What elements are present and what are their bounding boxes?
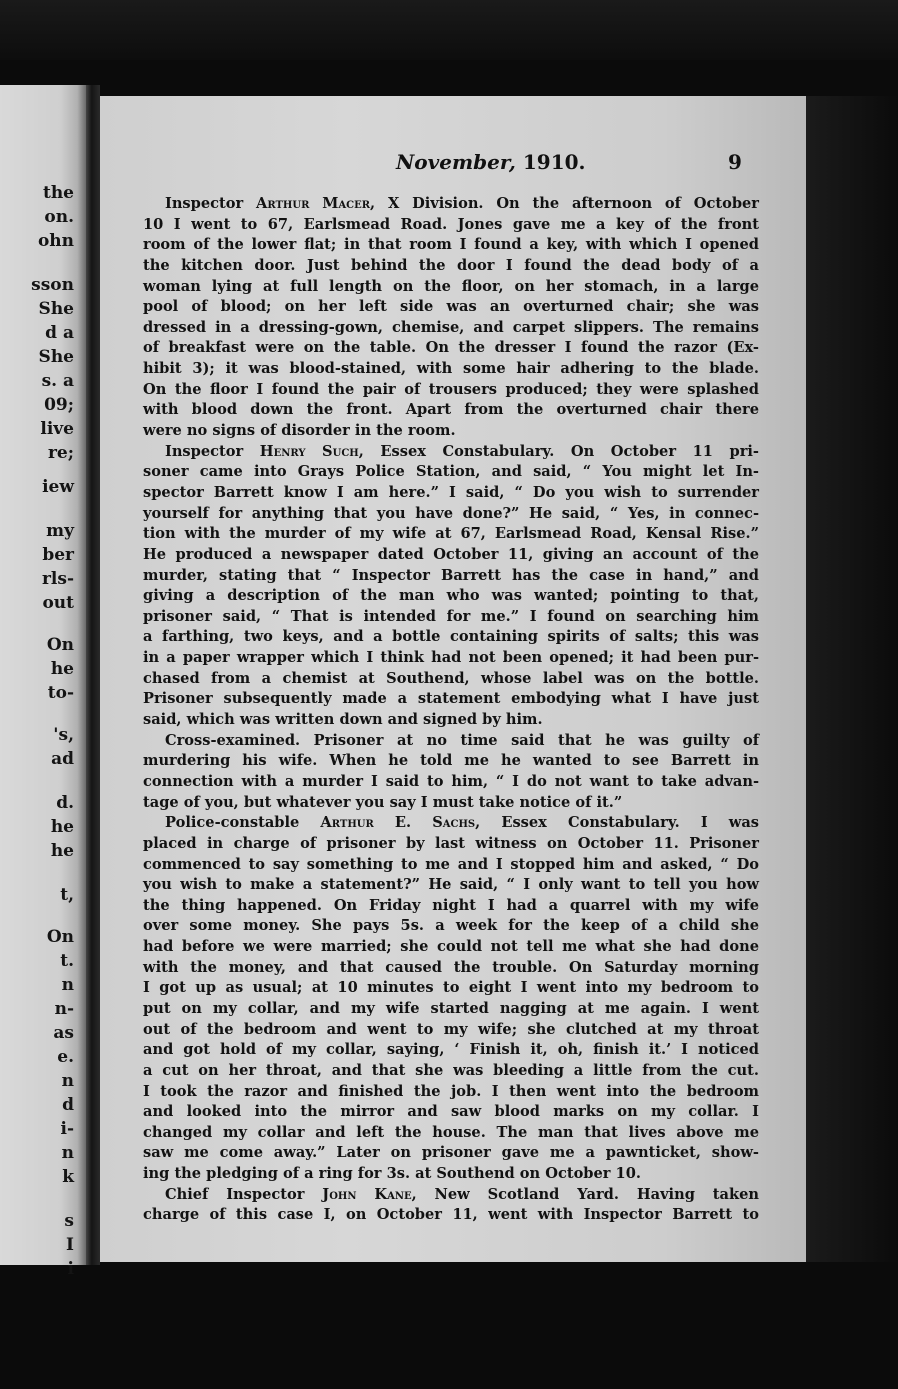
page-number: 9 (728, 150, 742, 174)
text-line: murdering his wife. When he told me he wanted to see Barrett in (143, 752, 759, 770)
facing-page-fragment: e. (57, 1047, 74, 1067)
text-line: of breakfast were on the table. On the dresser I found the razor (Ex- (143, 339, 759, 357)
text-line: room of the lower flat; in that room I found a key, with which I opened (143, 236, 759, 254)
text-line: placed in charge of prisoner by last witness on October 11. Prisoner (143, 834, 759, 852)
text-line: On the floor I found the pair of trousers produced; they were splashed (143, 380, 759, 398)
facing-page-fragment: the (42, 183, 74, 203)
facing-page-fragment: i- (60, 1119, 74, 1139)
witness-name: Henry Such (259, 442, 359, 460)
text-line: connection with a murder I said to him, “ I do not want to take advan- (143, 772, 759, 790)
text-line: in a paper wrapper which I think had not been opened; it had been pur- (143, 649, 759, 667)
text-line: Cross-examined. Prisoner at no time said that he was guilty of (165, 731, 759, 749)
text-line: had before we were married; she could not tell me what she had done (143, 938, 759, 956)
text-line: and looked into the mirror and saw blood marks on my collar. I (143, 1103, 759, 1121)
text-line: a cut on her throat, and that she was bleeding a little from the cut. (143, 1061, 759, 1079)
facing-page-fragment: 09; (44, 395, 74, 415)
text-line: said, which was written down and signed by him. (143, 711, 543, 729)
text-line: tion with the murder of my wife at 67, Earlsmead Road, Kensal Rise.” (143, 525, 759, 543)
facing-page-fragment: k (62, 1167, 74, 1187)
text-line: charge of this case I, on October 11, went with Inspector Barrett to (143, 1206, 759, 1224)
facing-page-fragment: n- (54, 999, 74, 1019)
text-line: out of the bedroom and went to my wife; she clutched at my throat (143, 1020, 759, 1038)
facing-page-fragment: n (61, 1071, 74, 1091)
line-suffix: , X Division. On the afternoon of October (370, 195, 759, 212)
text-line: changed my collar and left the house. The man that lives above me (143, 1123, 759, 1141)
line-prefix: Inspector (165, 442, 260, 460)
text-line (143, 194, 759, 215)
witness-name: Arthur Macer (256, 195, 371, 212)
facing-page-fragment: t, (60, 885, 74, 905)
text-line: yourself for anything that you have done?” He said, “ Yes, in connec- (143, 504, 759, 522)
text-line: I got up as usual; at 10 minutes to eight I went into my bedroom to (143, 979, 759, 997)
text-line: were no signs of disorder in the room. (143, 422, 456, 440)
scan-right-margin (806, 96, 898, 1262)
facing-page-fragment: s. a (41, 371, 74, 391)
facing-page-fragment: iew (42, 477, 74, 497)
facing-page-fragment: he (50, 841, 74, 861)
line-prefix: Police-constable (165, 814, 321, 832)
facing-page-fragment: he (50, 817, 74, 837)
running-head (100, 150, 806, 180)
text-line: put on my collar, and my wife started nagging at me again. I went (143, 999, 759, 1017)
header-year: 1910. (522, 150, 586, 174)
text-line: with blood down the front. Apart from the overturned chair there (143, 401, 759, 419)
line-prefix: Inspector (165, 195, 257, 212)
facing-page-fragment: sson (31, 275, 74, 295)
text-line: He produced a newspaper dated October 11, giving an account of the (143, 545, 759, 563)
facing-page-fragment: She (38, 299, 74, 319)
text-line: pool of blood; on her left side was an overturned chair; she was (143, 298, 759, 316)
text-line: dressed in a dressing-gown, chemise, and carpet slippers. The remains (143, 318, 759, 336)
facing-page-fragment: n (61, 975, 74, 995)
text-line: soner came into Grays Police Station, and said, “ You might let In- (143, 463, 759, 481)
text-line: Prisoner subsequently made a statement embodying what I have just (143, 690, 759, 708)
text-line: spector Barrett know I am here.” I said, “ Do you wish to surrender (143, 483, 759, 501)
facing-page-fragment: ad (51, 749, 74, 769)
line-suffix: , Essex Constabulary. I was (475, 814, 759, 832)
text-line: you wish to make a statement?” He said, “ I only want to tell you how (143, 876, 759, 894)
facing-page-fragment: s (64, 1211, 74, 1231)
witness-name: John Kane (322, 1185, 412, 1203)
text-line (143, 813, 759, 834)
text-line: commenced to say something to me and I stopped him and asked, “ Do (143, 855, 759, 873)
facing-page-fragment: i (67, 1259, 74, 1279)
text-line: chased from a chemist at Southend, whose label was on the bottle. (143, 669, 759, 687)
text-line: the thing happened. On Friday night I had a quarrel with my wife (143, 896, 759, 914)
text-line: I took the razor and finished the job. I then went into the bedroom (143, 1082, 759, 1100)
text-line: a farthing, two keys, and a bottle containing spirits of salts; this was (143, 628, 759, 646)
text-line: hibit 3); it was blood-stained, with some hair adhering to the blade. (143, 360, 759, 378)
facing-page-fragment: d a (45, 323, 74, 343)
facing-page-fragment: On (46, 635, 74, 655)
facing-page-fragment: 's, (53, 725, 74, 745)
facing-page-fragment: out (42, 593, 74, 613)
text-line: over some money. She pays 5s. a week for the keep of a child she (143, 917, 759, 935)
facing-page-fragment: d. (56, 793, 74, 813)
facing-page-fragment: to- (47, 683, 74, 703)
facing-page-fragment: She (38, 347, 74, 367)
facing-page-fragment: I (66, 1235, 74, 1255)
text-line: murder, stating that “ Inspector Barrett has the case in hand,” and (143, 566, 759, 584)
facing-page-fragment: as (53, 1023, 74, 1043)
text-line: the kitchen door. Just behind the door I found the dead body of a (143, 256, 759, 274)
text-line (143, 1185, 759, 1206)
facing-page-fragment: d (62, 1095, 74, 1115)
line-suffix: , Essex Constabulary. On October 11 pri- (358, 442, 759, 460)
scan-top-margin (0, 0, 898, 60)
text-line (143, 442, 759, 463)
text-line: 10 I went to 67, Earlsmead Road. Jones gave me a key of the front (143, 215, 759, 233)
transcript-body (143, 194, 759, 1226)
facing-page-edge (0, 85, 86, 1279)
page-date-header (396, 150, 586, 174)
facing-page-fragment: t. (60, 951, 74, 971)
facing-page-fragment: ber (42, 545, 74, 565)
text-line: prisoner said, “ That is intended for me.” I found on searching him (143, 607, 759, 625)
facing-page-fragment: ohn (37, 231, 74, 251)
facing-page-fragment: live (40, 419, 74, 439)
facing-page-fragment: n (61, 1143, 74, 1163)
text-line: saw me come away.” Later on prisoner gave me a pawnticket, show- (143, 1144, 759, 1162)
text-line: woman lying at full length on the floor, on her stomach, in a large (143, 277, 759, 295)
text-line: tage of you, but whatever you say I must take notice of it.” (143, 793, 623, 811)
facing-page-fragment: my (46, 521, 74, 541)
facing-page-fragment: On (46, 927, 74, 947)
text-line: with the money, and that caused the trouble. On Saturday morning (143, 958, 759, 976)
facing-page-fragment: on. (44, 207, 74, 227)
facing-page-fragment: he (50, 659, 74, 679)
text-line: giving a description of the man who was wanted; pointing to that, (143, 587, 759, 605)
witness-name: Arthur E. Sachs (320, 814, 476, 832)
line-suffix: , New Scotland Yard. Having taken (411, 1185, 759, 1203)
text-line: ing the pledging of a ring for 3s. at Southend on October 10. (143, 1165, 641, 1183)
line-prefix: Chief Inspector (165, 1185, 323, 1203)
book-gutter (86, 85, 100, 1265)
facing-page-fragment: re; (47, 443, 74, 463)
header-month: November, (396, 150, 516, 174)
facing-page-fragment: rls- (41, 569, 74, 589)
text-line: and got hold of my collar, saying, ‘ Finish it, oh, finish it.’ I noticed (143, 1041, 759, 1059)
